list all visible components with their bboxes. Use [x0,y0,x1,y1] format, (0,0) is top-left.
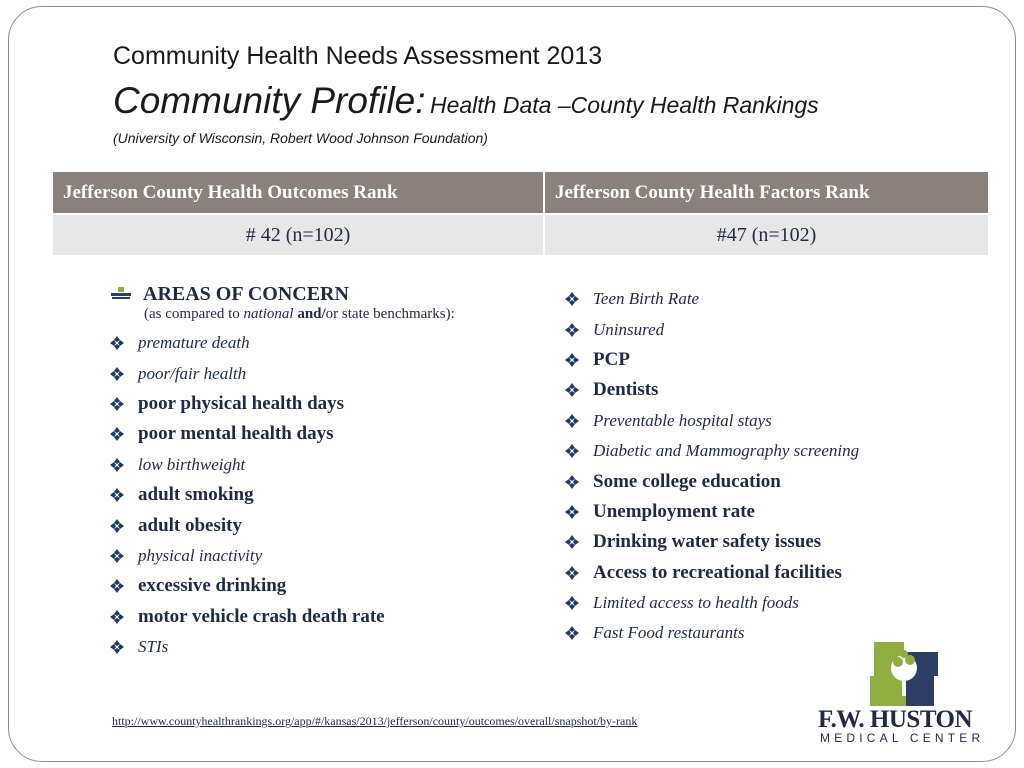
diamond-bullet-icon [110,458,124,472]
outcomes-rank-header: Jefferson County Health Outcomes Rank [52,171,544,214]
concern-list-item [110,419,540,449]
diamond-bullet-icon [565,292,579,306]
concerns-heading [110,282,540,306]
diamond-bullet-icon [110,579,124,593]
concerns-right-column [565,284,965,649]
concern-item-text: low birthweight [138,454,246,474]
concern-list-item [565,314,965,344]
concern-item-text: poor physical health days [138,392,345,414]
subtitle-detail: Health Data –County Health Rankings [429,92,819,118]
slide-title: Community Health Needs Assessment 2013 [113,42,603,70]
subtitle-national: national [243,306,294,322]
concern-item-text: premature death [138,333,250,353]
diamond-bullet-icon [565,566,579,580]
subtitle-part: or state benchmarks): [325,306,455,322]
factors-rank-header: Jefferson County Health Factors Rank [544,171,989,214]
factors-rank-value: #47 (n=102) [544,214,989,256]
diamond-bullet-icon [565,353,579,367]
concern-item-text: STIs [138,637,169,657]
concern-item-text: poor mental health days [138,423,334,445]
concern-list-item [110,389,540,419]
rank-table-header [52,171,989,214]
logo-name: F.W. HUSTON [818,706,973,733]
concern-item-text: Some college education [593,470,781,492]
diamond-bullet-icon [110,427,124,441]
concern-item-text: Dentists [593,379,659,401]
concern-list-item [110,450,540,480]
concern-item-text: Drinking water safety issues [593,531,822,553]
concern-list-item [565,558,965,588]
concern-list-item [565,375,965,405]
concern-item-text: Diabetic and Mammography screening [593,441,860,461]
concern-item-text: PCP [593,348,630,370]
diamond-bullet-icon [565,383,579,397]
concern-item-text: Teen Birth Rate [593,289,700,309]
subtitle-main: Community Profile: [113,80,426,121]
concern-item-text: Access to recreational facilities [593,561,842,583]
diamond-bullet-icon [565,535,579,549]
concern-item-text: Fast Food restaurants [593,623,745,643]
left-concern-list [110,328,540,662]
concern-list-item [110,571,540,601]
concern-item-text: poor/fair health [138,363,247,383]
concern-list-item [565,466,965,496]
small-logo-icon [110,287,132,301]
concern-item-text: Uninsured [593,319,665,339]
diamond-bullet-icon [110,610,124,624]
diamond-bullet-icon [565,475,579,489]
concerns-subtitle [144,306,540,328]
concern-list-item [110,632,540,662]
concern-list-item [565,406,965,436]
concern-item-text: adult smoking [138,484,254,506]
concern-list-item [565,436,965,466]
diamond-bullet-icon [110,336,124,350]
concerns-title: AREAS OF CONCERN [143,282,349,305]
logo-subtitle: MEDICAL CENTER [820,731,985,745]
concern-item-text: Unemployment rate [593,500,755,522]
diamond-bullet-icon [565,323,579,337]
concern-list-item [565,345,965,375]
diamond-bullet-icon [110,549,124,563]
concern-list-item [110,358,540,388]
diamond-bullet-icon [565,444,579,458]
concern-list-item [110,328,540,358]
diamond-bullet-icon [565,414,579,428]
rank-table [51,170,990,257]
source-note: (University of Wisconsin, Robert Wood Johnson Foundation) [113,130,488,146]
concern-item-text: physical inactivity [138,545,263,565]
concern-list-item [565,588,965,618]
concern-item-text: motor vehicle crash death rate [138,605,385,627]
outcomes-rank-value: # 42 (n=102) [52,214,544,256]
subtitle-and: and/ [293,306,326,322]
concern-list-item [110,480,540,510]
diamond-bullet-icon [565,505,579,519]
concern-item-text: Preventable hospital stays [593,410,772,430]
diamond-bullet-icon [565,596,579,610]
concern-list-item [565,497,965,527]
right-concern-list [565,284,965,649]
diamond-bullet-icon [110,397,124,411]
diamond-bullet-icon [565,626,579,640]
diamond-bullet-icon [110,488,124,502]
concern-list-item [110,541,540,571]
concern-list-item [565,527,965,557]
source-link[interactable]: http://www.countyhealthrankings.org/app/#/kansas/2013/jefferson/county/outcomes/overall/snapshot/by-rank [112,714,638,728]
diamond-bullet-icon [110,640,124,654]
slide-subtitle [113,80,819,122]
concern-item-text: Limited access to health foods [593,593,799,613]
rank-table-row [52,214,989,256]
concern-list-item [565,284,965,314]
concerns-left-column [110,282,540,662]
concern-list-item [110,602,540,632]
concern-list-item [110,510,540,540]
subtitle-part: (as compared to [144,306,244,322]
diamond-bullet-icon [110,367,124,381]
concern-item-text: excessive drinking [138,575,287,597]
diamond-bullet-icon [110,519,124,533]
concern-item-text: adult obesity [138,514,242,536]
